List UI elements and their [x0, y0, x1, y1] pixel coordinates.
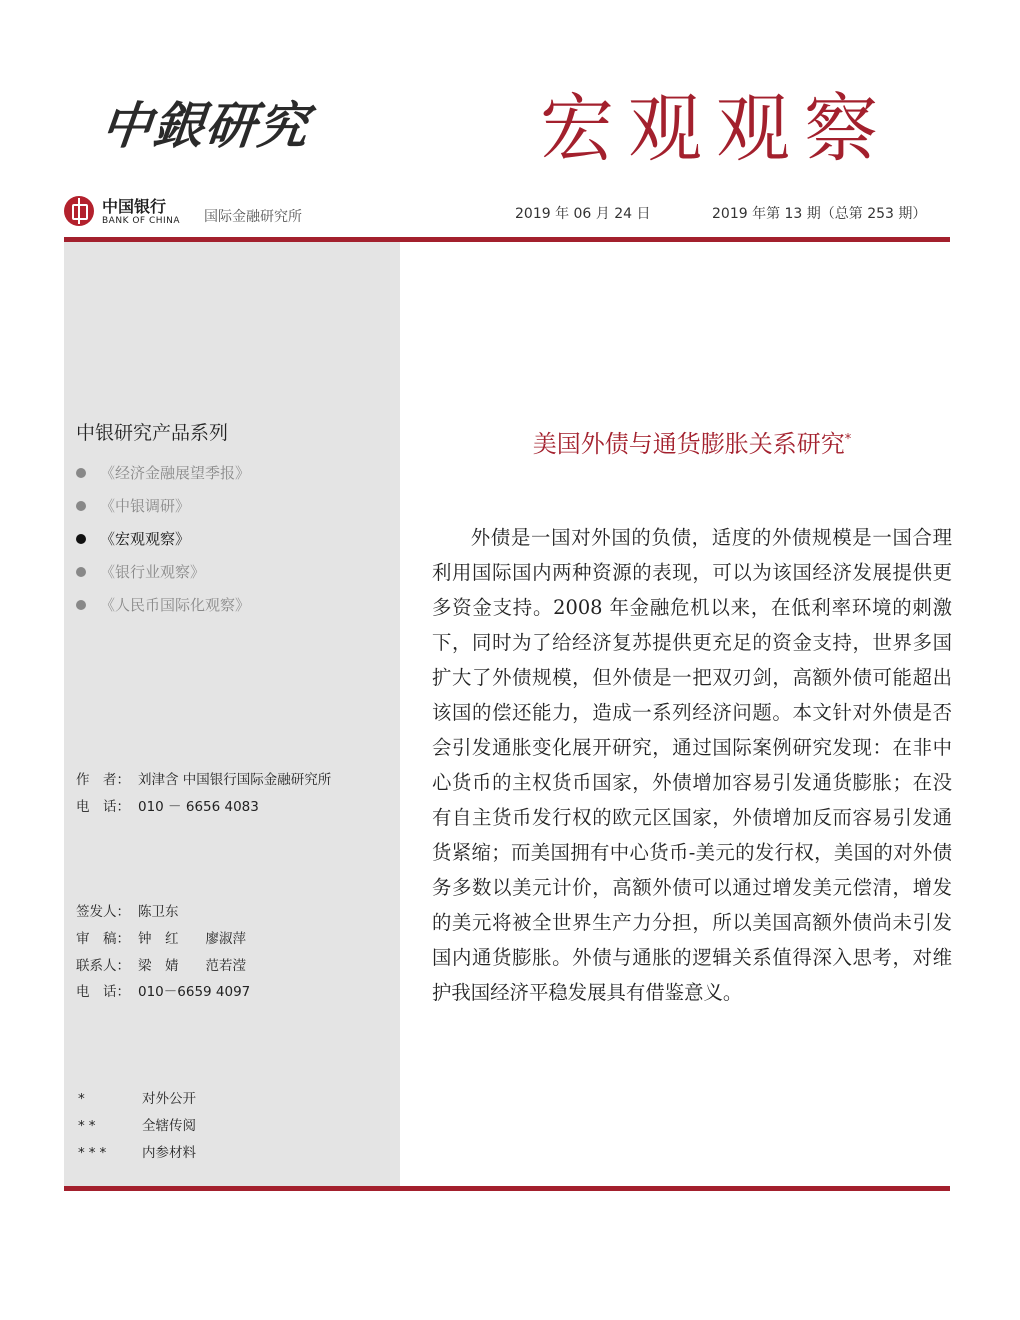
bank-logo-cn: 中国银行 [102, 197, 167, 216]
author-phone-line [76, 795, 259, 815]
reviewer-value: 钟 红 廖淑萍 [138, 931, 246, 947]
bank-of-china-logo [64, 196, 184, 236]
publish-date: 2019 年 06 月 24 日 [515, 206, 651, 222]
distribution-level [78, 1141, 196, 1161]
bank-logo-en: BANK OF CHINA [102, 216, 181, 226]
issue-number: 2019 年第 13 期（总第 253 期） [712, 206, 927, 222]
footer-divider [64, 1186, 950, 1191]
series-item-label: 《中银调研》 [100, 497, 191, 515]
bullet-icon [76, 501, 86, 511]
level-stars: *** [78, 1145, 111, 1161]
contact-phone-line [76, 980, 250, 1000]
phone-label: 电 话： [76, 799, 130, 815]
signer-value: 陈卫东 [138, 904, 179, 920]
contact-label: 联系人： [76, 958, 130, 974]
article-title [432, 424, 952, 459]
author-label: 作 者： [76, 772, 130, 788]
phone-value: 010 － 6656 4083 [138, 799, 259, 815]
phone2-label: 电 话： [76, 984, 130, 1000]
bank-of-china-emblem-icon [64, 196, 94, 226]
level-label: 全辖传阅 [142, 1118, 196, 1134]
institute-name: 国际金融研究所 [204, 209, 302, 225]
contact-line [76, 954, 246, 974]
series-item-active [76, 522, 250, 555]
series-item [76, 555, 250, 588]
reviewer-label: 审 稿： [76, 931, 130, 947]
level-label: 内参材料 [142, 1145, 196, 1161]
level-stars: ** [78, 1118, 100, 1134]
article-title-text: 美国外债与通货膨胀关系研究 [532, 430, 845, 458]
publication-title: 宏观观察 [540, 86, 892, 172]
series-item [76, 489, 250, 522]
series-item-label: 《经济金融展望季报》 [100, 464, 251, 482]
bullet-icon [76, 567, 86, 577]
author-value: 刘津含 中国银行国际金融研究所 [138, 772, 332, 788]
signer-line [76, 900, 179, 920]
level-label: 对外公开 [142, 1091, 196, 1107]
research-brand-logo: 中銀研究 [98, 96, 313, 155]
series-item [76, 456, 250, 489]
series-item-label: 《银行业观察》 [100, 563, 206, 581]
bullet-icon [76, 534, 86, 544]
signer-label: 签发人： [76, 904, 130, 920]
distribution-level [78, 1087, 196, 1107]
distribution-level [78, 1114, 196, 1134]
series-list [76, 456, 250, 621]
level-stars: * [78, 1091, 89, 1107]
reviewer-line [76, 927, 246, 947]
author-line [76, 768, 331, 788]
bullet-icon [76, 468, 86, 478]
article-abstract: 外债是一国对外国的负债，适度的外债规模是一国合理利用国际国内两种资源的表现，可以为该国经济发展提供更多资金支持。2008 年金融危机以来，在低利率环境的刺激下，同时为了给经济复苏提供更充足的资金支持，世界多国扩大了外债规模，但外债是一把双刃剑，高额外债可能超出该国的偿还能力，造成一系列经济问题。本文针对外债是否会引发通胀变化展开研究，通过国际案例研究发现：在非中心货币的主权货币国家，外债增加容易引发通货膨胀；在没有自主货币发行权的欧元区国家，外债增加反而容易引发通货紧缩；而美国拥有中心货币-美元的发行权，美国的对外债务多数以美元计价，高额外债可以通过增发美元偿清，增发的美元将被全世界生产力分担，所以美国高额外债尚未引发国内通货膨胀。外债与通胀的逻辑关系值得深入思考，对维护我国经济平稳发展具有借鉴意义。 [432, 526, 952, 1004]
footnote-mark: * [844, 432, 852, 447]
series-item [76, 588, 250, 621]
series-item-label: 《人民币国际化观察》 [100, 596, 251, 614]
sidebar-panel [64, 242, 400, 1186]
series-title: 中银研究产品系列 [76, 422, 229, 444]
phone2-value: 010－6659 4097 [138, 984, 251, 1000]
bullet-icon [76, 600, 86, 610]
contact-value: 梁 婧 范若滢 [138, 958, 246, 974]
series-item-label: 《宏观观察》 [100, 530, 191, 548]
